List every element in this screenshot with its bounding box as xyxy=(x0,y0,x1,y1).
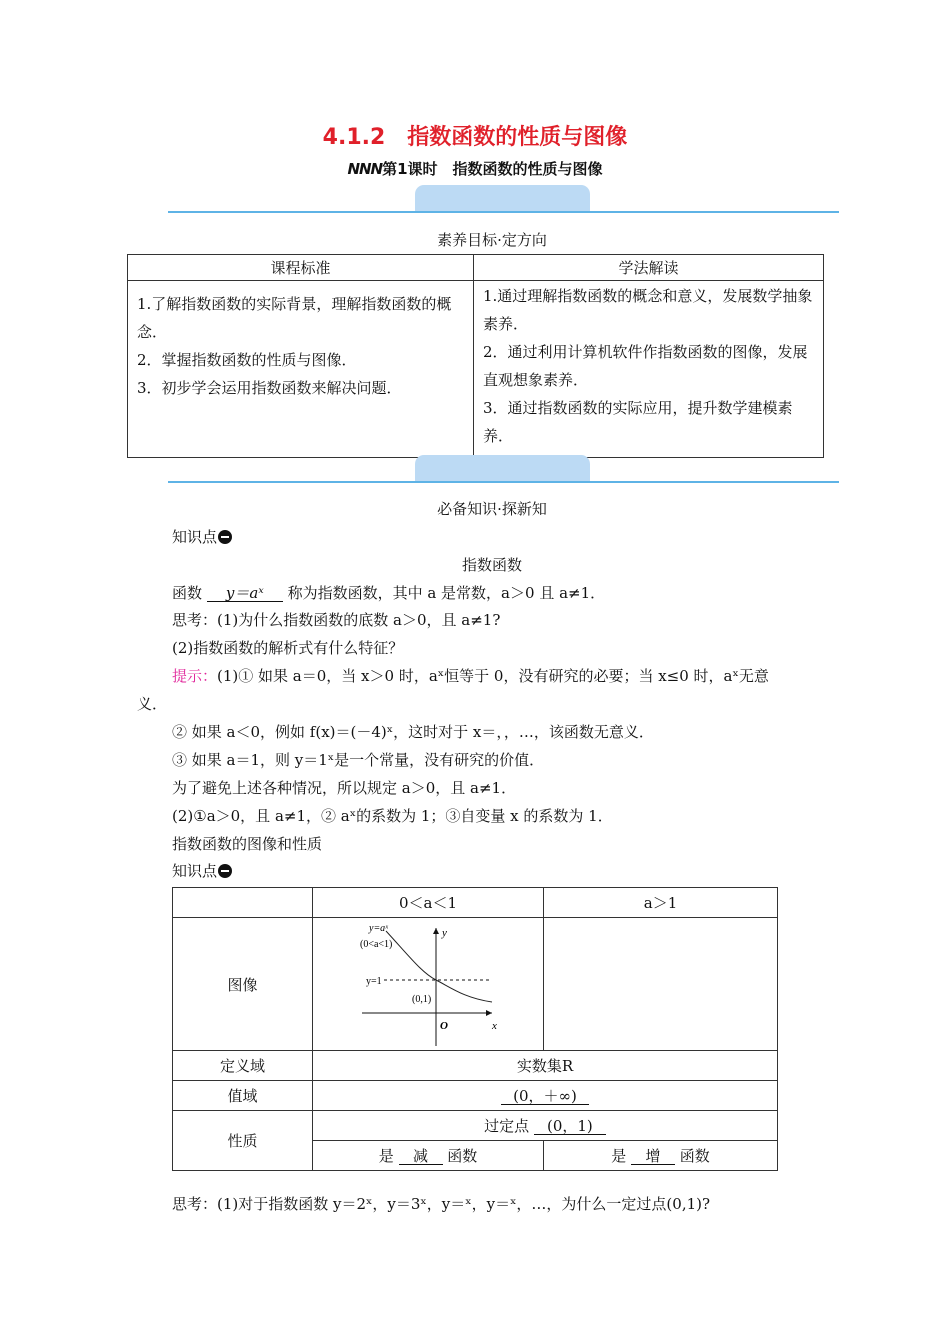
label-cond: (0<a<1) xyxy=(360,939,393,950)
domain-value: 实数集R xyxy=(313,1051,778,1081)
label-point: (0,1) xyxy=(412,994,432,1005)
methods-cell xyxy=(474,281,824,458)
hint-line-2: ② 如果 a＜0，例如 f(x)＝(－4)ˣ，这时对于 x＝，，…，该函数无意义． xyxy=(172,723,654,741)
monotonic-increasing-cell xyxy=(544,1141,778,1171)
hint-line-3: ③ 如果 a＝1，则 y＝1ˣ是一个常量，没有研究的价值． xyxy=(172,751,545,769)
section1-title: 素养目标·定方向 xyxy=(437,231,547,249)
graph-cell-increasing xyxy=(544,918,778,1051)
corner-cell xyxy=(173,888,313,918)
col-header-a-lt-1: 0＜a＜1 xyxy=(313,888,544,918)
decay-graph xyxy=(314,918,542,1046)
page-subtitle xyxy=(0,158,950,179)
kp1-title: 指数函数 xyxy=(461,556,522,574)
standard-item: 3．初步学会运用指数函数来解决问题． xyxy=(137,379,402,397)
col-header-a-gt-1: a＞1 xyxy=(544,888,778,918)
hint-line-1 xyxy=(172,665,769,686)
fixed-point-label: 过定点 xyxy=(484,1117,530,1135)
knowledge-point-2 xyxy=(172,860,232,881)
method-item: 1.通过理解指数函数的概念和意义，发展数学抽象素养． xyxy=(483,287,813,333)
range-value: (0，＋∞) xyxy=(501,1088,589,1105)
page-title: 4.1.2 指数函数的性质与图像 xyxy=(322,125,628,150)
kp-label: 知识点 xyxy=(172,862,218,880)
def-post: 称为指数函数，其中 a 是常数，a＞0 且 a≠1． xyxy=(287,584,606,602)
method-item: 2．通过利用计算机软件作指数函数的图像，发展直观想象素养． xyxy=(483,343,808,389)
standards-cell xyxy=(128,281,474,458)
section-band-tab xyxy=(415,185,590,212)
col-header-standard: 课程标准 xyxy=(128,255,474,281)
subtitle-text: 第1课时 指数函数的性质与图像 xyxy=(382,160,603,178)
label-y: y xyxy=(442,927,447,939)
decay-curve xyxy=(386,931,492,1002)
label-origin: O xyxy=(440,1020,448,1032)
dec-value: 减 xyxy=(399,1148,443,1165)
hint-line-1b: 义． xyxy=(137,695,168,713)
number-one-icon xyxy=(218,530,232,544)
properties-table xyxy=(172,887,778,1171)
section-band-line xyxy=(168,481,839,483)
graph-cell-decreasing xyxy=(313,918,544,1051)
row-label-domain: 定义域 xyxy=(173,1051,313,1081)
inc-value: 增 xyxy=(631,1148,675,1165)
kp-label: 知识点 xyxy=(172,528,218,546)
dec-pre: 是 xyxy=(378,1147,394,1165)
standard-item: 1.了解指数函数的实际背景，理解指数函数的概念． xyxy=(137,295,452,341)
standard-item: 2．掌握指数函数的性质与图像． xyxy=(137,351,357,369)
x-axis-arrow xyxy=(486,1010,492,1016)
def-pre: 函数 xyxy=(172,584,203,602)
subtitle-prefix: NNN xyxy=(347,160,383,178)
row-label-properties: 性质 xyxy=(173,1111,313,1171)
fixed-point-value: (0，1) xyxy=(534,1118,606,1135)
label-fn: y=aˣ xyxy=(369,923,389,934)
inc-pre: 是 xyxy=(611,1147,627,1165)
range-cell xyxy=(313,1081,778,1111)
row-label-graph: 图像 xyxy=(173,918,313,1051)
section2-title: 必备知识·探新知 xyxy=(437,500,547,518)
knowledge-point-1 xyxy=(172,526,232,547)
objectives-table xyxy=(127,254,824,458)
definition-line xyxy=(172,582,605,603)
graph-heading: 指数函数的图像和性质 xyxy=(172,835,323,853)
section-band-line xyxy=(168,211,839,213)
monotonic-decreasing-cell xyxy=(313,1141,544,1171)
def-blank: y＝aˣ xyxy=(207,585,283,602)
label-y1: y=1 xyxy=(366,976,382,987)
method-item: 3．通过指数函数的实际应用，提升数学建模素养． xyxy=(483,399,793,445)
hint-text: (1)① 如果 a＝0，当 x＞0 时，aˣ恒等于 0，没有研究的必要；当 x≤0 时，aˣ无意 xyxy=(217,667,769,685)
y-axis-arrow xyxy=(433,928,439,934)
think-2: (2)指数函数的解析式有什么特征？ xyxy=(172,639,404,657)
col-header-method: 学法解读 xyxy=(474,255,824,281)
think-1: 思考：(1)为什么指数函数的底数 a＞0，且 a≠1? xyxy=(172,611,501,629)
final-think: 思考：(1)对于指数函数 y＝2ˣ，y＝3ˣ，y＝ˣ，y＝ˣ，…，为什么一定过点(0,1)? xyxy=(172,1195,711,1213)
number-two-icon xyxy=(218,864,232,878)
hint-line-4: 为了避免上述各种情况，所以规定 a＞0，且 a≠1． xyxy=(172,779,517,797)
section-band-tab xyxy=(415,455,590,482)
fixed-point-cell xyxy=(313,1111,778,1141)
row-label-range: 值域 xyxy=(173,1081,313,1111)
label-x: x xyxy=(492,1020,497,1032)
inc-post: 函数 xyxy=(679,1147,710,1165)
hint-label: 提示： xyxy=(172,667,218,685)
dec-post: 函数 xyxy=(447,1147,478,1165)
hint-line-5: (2)①a＞0，且 a≠1，② aˣ的系数为 1；③自变量 x 的系数为 1． xyxy=(172,807,613,825)
